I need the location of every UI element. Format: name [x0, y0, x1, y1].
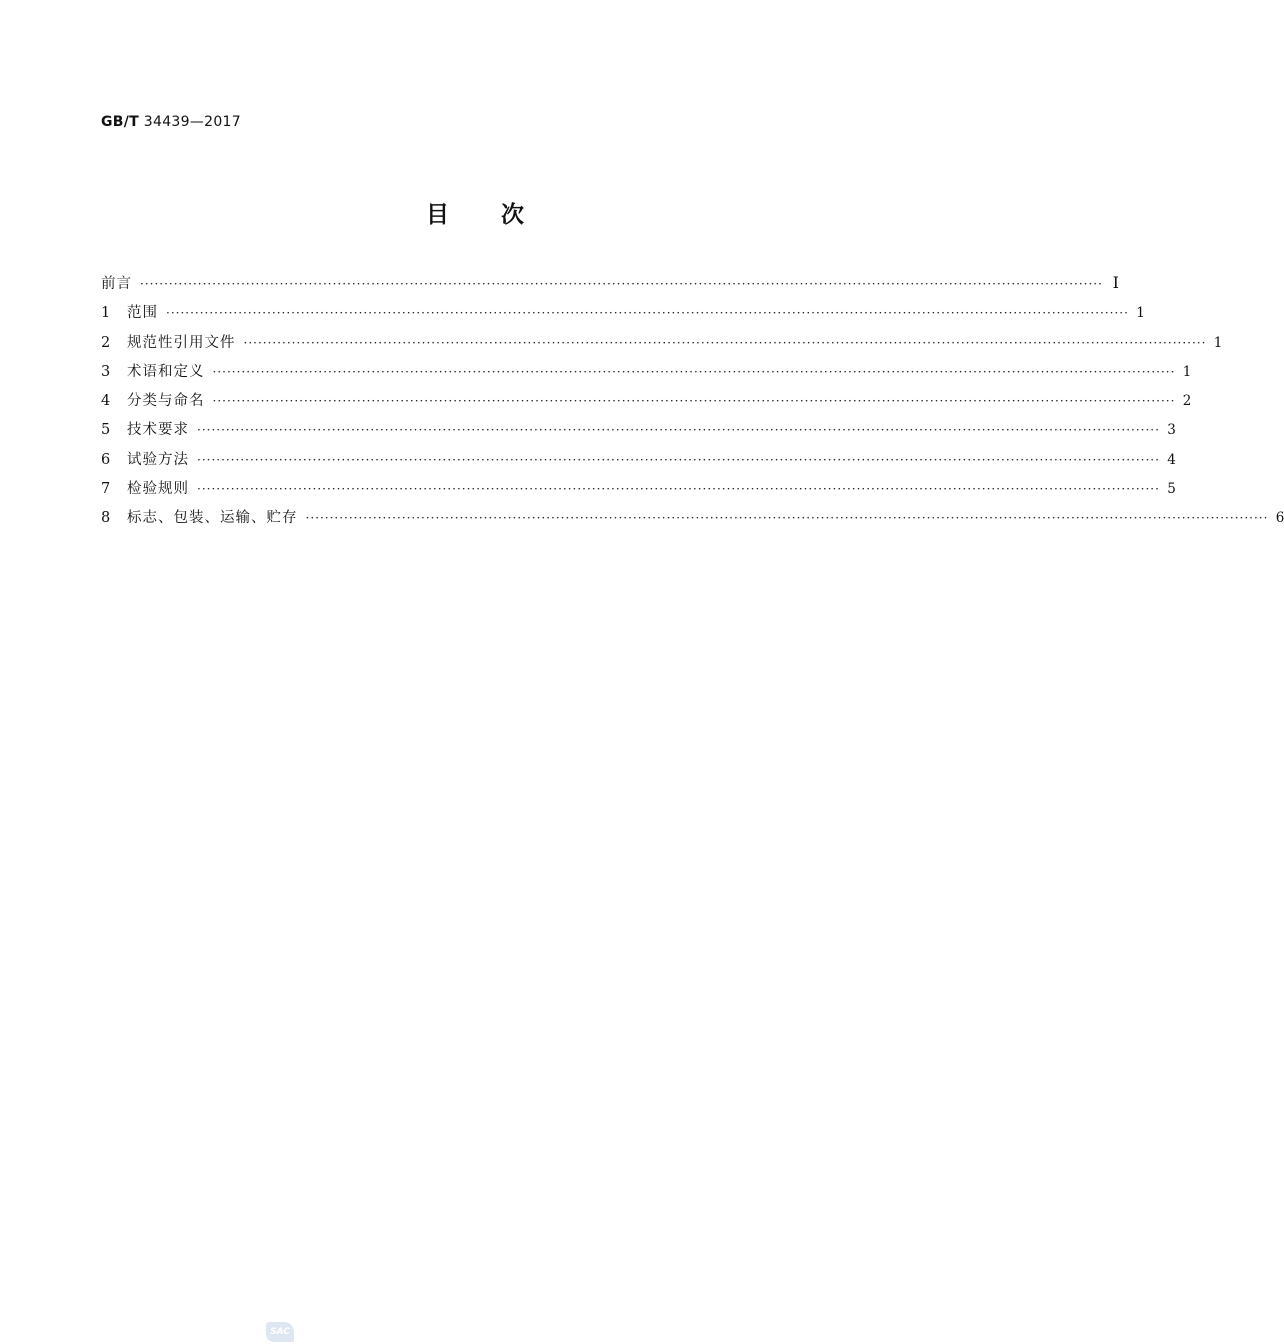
toc-entry-3[interactable]: [101, 360, 1192, 389]
toc-entry-label: 标志、包装、运输、贮存: [127, 510, 298, 527]
toc-entry-page: 4: [1167, 451, 1176, 468]
toc-entry-page: 2: [1182, 393, 1192, 410]
toc-leader-dots: ········································································································································································································: [212, 364, 1176, 379]
toc-entry-page: 1: [1182, 363, 1192, 380]
toc-leader-dots: ········································································································································································································: [140, 277, 1103, 291]
toc-entry-page: 3: [1167, 422, 1176, 439]
toc-entry-label: 试验方法: [127, 451, 189, 468]
toc-leader-dots: ········································································································································································································: [197, 452, 1160, 467]
toc-entry-number: 5: [101, 422, 111, 439]
toc-entry-number: 8: [101, 510, 111, 527]
title-char-1: 目: [426, 202, 449, 228]
table-of-contents: [101, 272, 1284, 536]
toc-entry-label: 技术要求: [127, 422, 189, 439]
standard-number: 34439—2017: [143, 114, 241, 130]
toc-entry-number: 7: [101, 481, 111, 498]
toc-entry-4[interactable]: [101, 389, 1192, 418]
toc-leader-dots: ········································································································································································································: [197, 482, 1160, 497]
title-char-2: 次: [501, 202, 524, 228]
toc-entry-label: 规范性引用文件: [127, 334, 236, 351]
toc-entry-page: 1: [1213, 334, 1223, 351]
toc-entry-page: Ⅰ: [1112, 273, 1119, 292]
page-title: [0, 196, 950, 229]
toc-entry-number: 1: [101, 305, 111, 322]
toc-entry-label: 检验规则: [127, 481, 189, 498]
toc-entry-label: 分类与命名: [127, 393, 205, 410]
toc-entry-number: 3: [101, 363, 111, 380]
toc-entry-number: 6: [101, 451, 111, 468]
toc-leader-dots: ········································································································································································································: [305, 511, 1269, 526]
toc-entry-number: 4: [101, 393, 111, 410]
toc-entry-label: 前言: [101, 276, 132, 292]
toc-entry-number: 2: [101, 334, 111, 351]
toc-leader-dots: ········································································································································································································: [166, 306, 1129, 321]
toc-entry-page: 6: [1275, 510, 1284, 527]
standard-prefix: GB/T: [101, 114, 140, 130]
toc-leader-dots: ········································································································································································································: [212, 394, 1176, 409]
sac-watermark-logo: SAC: [266, 1322, 294, 1342]
toc-leader-dots: ········································································································································································································: [197, 423, 1160, 438]
toc-entry-6[interactable]: [101, 448, 1176, 477]
toc-entry-label: 范围: [127, 305, 158, 322]
toc-entry-label: 术语和定义: [127, 363, 205, 380]
toc-entry-5[interactable]: [101, 418, 1176, 447]
toc-entry-7[interactable]: [101, 477, 1176, 506]
toc-entry-foreword[interactable]: [101, 272, 1119, 301]
toc-entry-page: 1: [1136, 305, 1145, 322]
toc-entry-8[interactable]: [101, 506, 1284, 535]
toc-entry-2[interactable]: [101, 331, 1223, 360]
toc-entry-page: 5: [1167, 481, 1176, 498]
toc-leader-dots: ········································································································································································································: [243, 335, 1207, 350]
document-code: [101, 114, 241, 130]
toc-entry-1[interactable]: [101, 301, 1145, 330]
